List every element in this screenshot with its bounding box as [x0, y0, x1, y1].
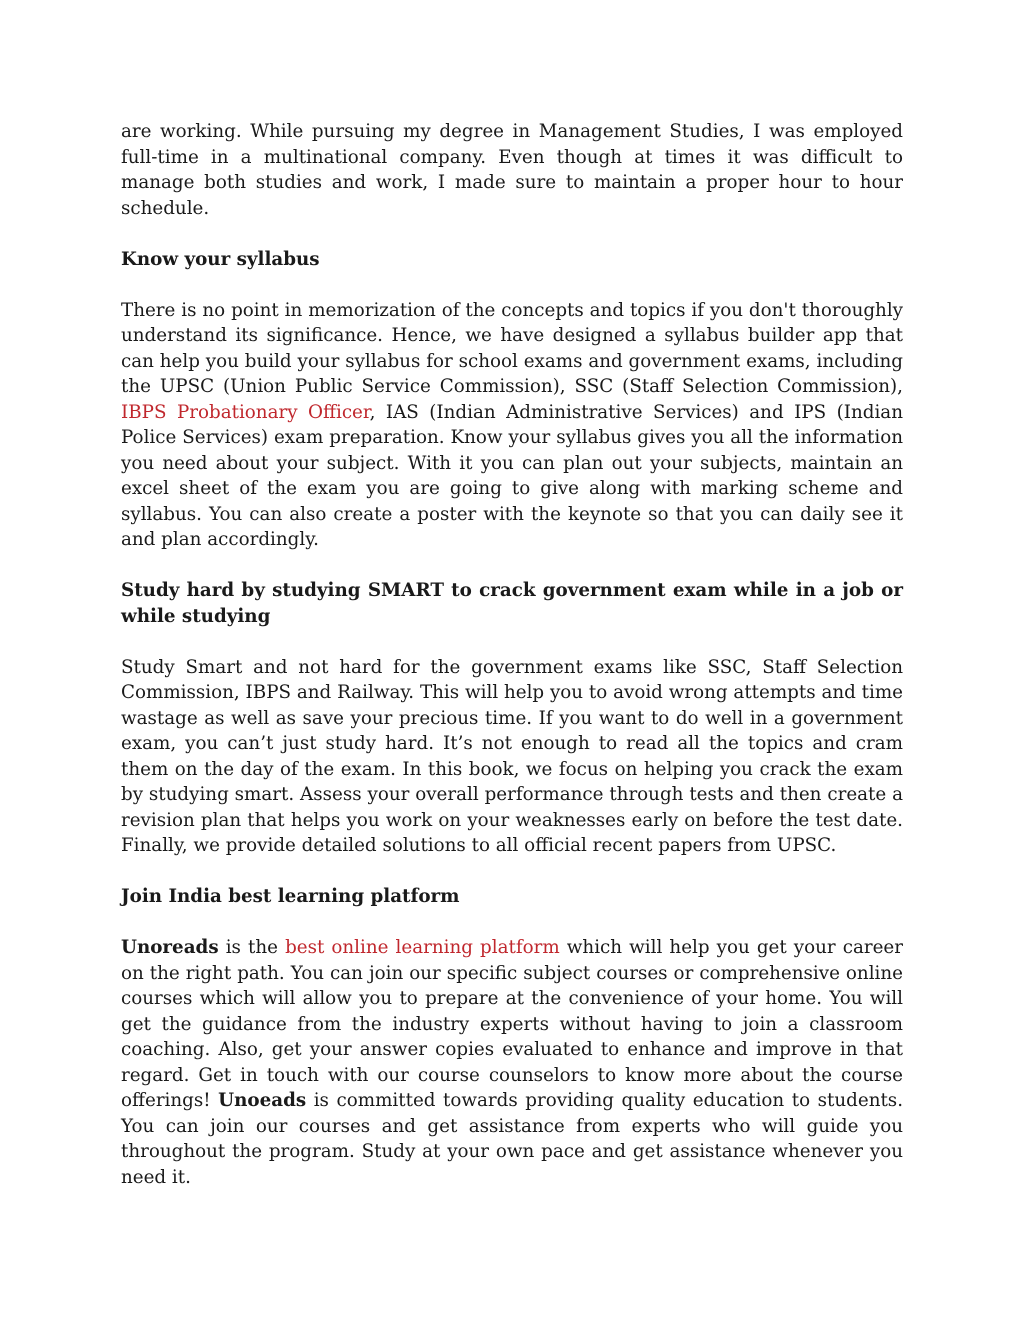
syllabus-text-2: , IAS (Indian Administrative Services) and IPS (Indian Police Services) exam preparation. Know your syllabus gives you all the information you need about your subject. With it you can plan out your subjects, maintain an excel sheet of the exam you are going to give along with marking scheme and syllabus. You can also create a poster with the keynote so that you can daily see it and plan accordingly.: [121, 401, 903, 550]
smart-paragraph: Study Smart and not hard for the government exams like SSC, Staff Selection Commission, IBPS and Railway. This will help you to avoid wrong attempts and time wastage as well as save your precious time. If you want to do well in a government exam, you can’t just study hard. It’s not enough to read all the topics and cram them on the day of the exam. In this book, we focus on helping you crack the exam by studying smart. Assess your overall performance through tests and then create a revision plan that helps you work on your weaknesses early on before the test date. Finally, we provide detailed solutions to all official recent papers from UPSC.: [121, 656, 903, 856]
syllabus-heading: Know your syllabus: [121, 248, 320, 270]
brand-name-2: Unoeads: [218, 1090, 307, 1111]
learning-platform-link[interactable]: best online learning platform: [285, 937, 560, 958]
join-heading: Join India best learning platform: [121, 886, 460, 907]
smart-heading: Study hard by studying SMART to crack government exam while in a job or while studying: [121, 580, 903, 627]
join-text-2: which will help you get your career on the right path. You can join our specific subject courses or comprehensive online courses which will allow you to prepare at the convenience of your home. You will get the guidance from the industry experts without having to join a classroom coaching. Also, get your answer copies evaluated to enhance and improve in that regard. Get in touch with our course counselors to know more about the course offerings!: [121, 937, 903, 1111]
join-text-1: is the: [218, 937, 286, 958]
join-paragraph: [121, 935, 903, 1190]
intro-paragraph: are working. While pursuing my degree in Management Studies, I was employed full-time in a multinational company. Even though at times it was difficult to manage both studies and work, I made sure to maintain a proper hour to hour schedule.: [121, 121, 903, 219]
ibps-po-link[interactable]: IBPS Probationary Officer: [121, 401, 370, 423]
syllabus-paragraph: [121, 298, 903, 553]
join-text-3: is committed towards providing quality education to students. You can join our courses and get assistance from experts who will guide you throughout the program. Study at your own pace and get assistance whenever you need it.: [121, 1090, 904, 1188]
syllabus-text-1: There is no point in memorization of the concepts and topics if you don't thoroughly understand its significance. Hence, we have designed a syllabus builder app that can help you build your syllabus for school exams and government exams, including the UPSC (Union Public Service Commission), SSC (Staff Selection Commission),: [121, 299, 903, 397]
brand-name-1: Unoreads: [121, 937, 219, 958]
document-page: [121, 119, 903, 1216]
